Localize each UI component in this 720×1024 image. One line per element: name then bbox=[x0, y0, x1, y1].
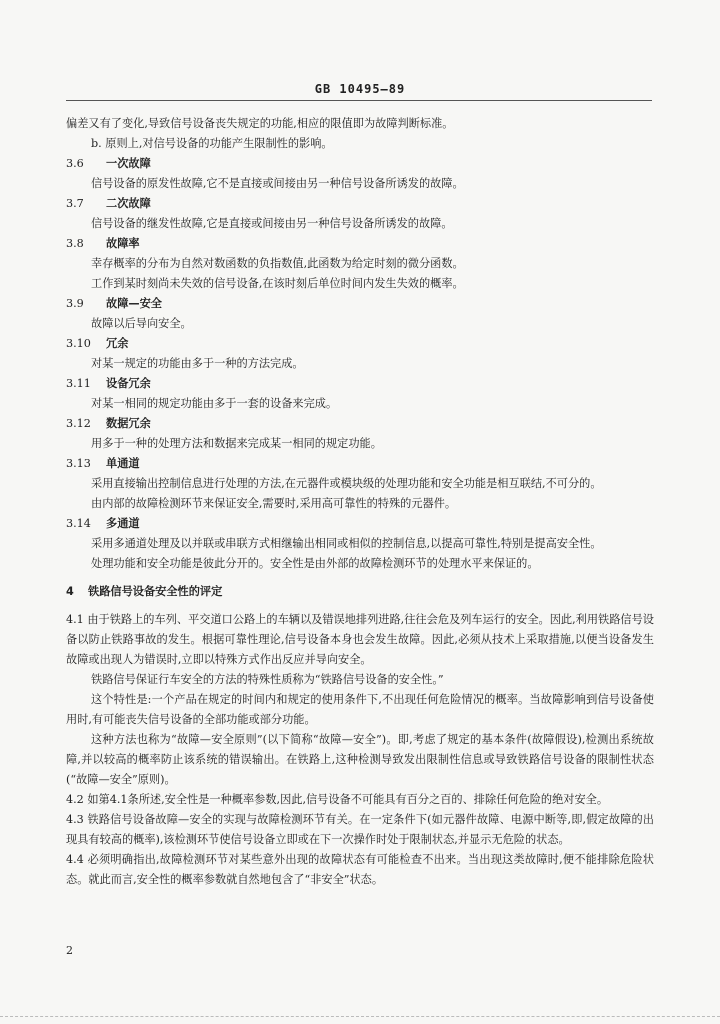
section-title: 单通道 bbox=[106, 457, 140, 470]
body-paragraph: 由内部的故障检测环节来保证安全,需要时,采用高可靠性的特殊的元器件。 bbox=[91, 497, 457, 510]
body-paragraph: 铁路信号保证行车安全的方法的特殊性质称为“铁路信号设备的安全性。” bbox=[91, 673, 444, 686]
scan-edge-line bbox=[0, 1016, 720, 1018]
section-heading bbox=[66, 234, 654, 254]
section-number: 3.6 bbox=[66, 157, 84, 170]
body-paragraph: 故障以后导向安全。 bbox=[91, 317, 192, 330]
body-paragraph: 用多于一种的处理方法和数据来完成某一相同的规定功能。 bbox=[91, 437, 382, 450]
document-body bbox=[66, 114, 654, 890]
body-paragraph: b. 原则上,对信号设备的功能产生限制性的影响。 bbox=[91, 137, 333, 150]
body-paragraph: 信号设备的原发性故障,它不是直接或间接由另一种信号设备所诱发的故障。 bbox=[91, 177, 464, 190]
body-paragraph: 4.3 铁路信号设备故障—安全的实现与故障检测环节有关。在一定条件下(如元器件故障、电源中断等,即,假定故障的出现具有较高的概率),该检测环节使信号设备立即或在下一次操作时处于限制状态,并显示无危险的状态。 bbox=[66, 813, 654, 846]
section-title: 二次故障 bbox=[106, 197, 151, 210]
section-number: 3.11 bbox=[66, 377, 91, 390]
section-number: 3.14 bbox=[66, 517, 91, 530]
section-title: 一次故障 bbox=[106, 157, 151, 170]
body-paragraph: 工作到某时刻尚未失效的信号设备,在该时刻后单位时间内发生失效的概率。 bbox=[91, 277, 464, 290]
body-paragraph: 信号设备的继发性故障,它是直接或间接由另一种信号设备所诱发的故障。 bbox=[91, 217, 453, 230]
body-paragraph: 偏差又有了变化,导致信号设备丧失规定的功能,相应的限值即为故障判断标准。 bbox=[66, 117, 454, 130]
section-heading bbox=[66, 294, 654, 314]
section-number: 3.10 bbox=[66, 337, 91, 350]
section-title: 数据冗余 bbox=[106, 417, 151, 430]
body-paragraph: 对某一规定的功能由多于一种的方法完成。 bbox=[91, 357, 304, 370]
section-number: 3.13 bbox=[66, 457, 91, 470]
standard-code-header: GB 10495—89 bbox=[314, 82, 406, 96]
section-number: 3.9 bbox=[66, 297, 84, 310]
body-paragraph: 4.4 必须明确指出,故障检测环节对某些意外出现的故障状态有可能检查不出来。当出现这类故障时,便不能排除危险状态。就此而言,安全性的概率参数就自然地包含了“非安全”状态。 bbox=[66, 853, 654, 886]
body-paragraph: 采用直接输出控制信息进行处理的方法,在元器件或模块级的处理功能和安全功能是相互联结,不可分的。 bbox=[91, 477, 602, 490]
section-heading bbox=[66, 374, 654, 394]
section-heading bbox=[66, 514, 654, 534]
section-number: 3.7 bbox=[66, 197, 84, 210]
section-number: 3.12 bbox=[66, 417, 91, 430]
section-heading bbox=[66, 154, 654, 174]
body-paragraph: 这个特性是:一个产品在规定的时间内和规定的使用条件下,不出现任何危险情况的概率。当故障影响到信号设备使用时,有可能丧失信号设备的全部功能或部分功能。 bbox=[66, 693, 654, 726]
section-title: 设备冗余 bbox=[106, 377, 151, 390]
body-paragraph: 对某一相同的规定功能由多于一套的设备来完成。 bbox=[91, 397, 338, 410]
section-title: 故障率 bbox=[106, 237, 140, 250]
section-heading bbox=[66, 454, 654, 474]
body-paragraph: 处理功能和安全功能是彼此分开的。安全性是由外部的故障检测环节的处理水平来保证的。 bbox=[91, 557, 539, 570]
body-paragraph: 这种方法也称为“故障—安全原则”(以下简称“故障—安全”)。即,考虑了规定的基本条件(故障假设),检测出系统故障,并以较高的概率防止该系统的错误输出。在铁路上,这种检测导致发出限制性信息或导致铁路信号设备的限制性状态(“故障—安全”原则)。 bbox=[66, 733, 654, 786]
chapter-number: 4 bbox=[66, 585, 74, 598]
section-heading bbox=[66, 194, 654, 214]
body-paragraph: 采用多通道处理及以并联或串联方式相继输出相同或相似的控制信息,以提高可靠性,特别是提高安全性。 bbox=[91, 537, 602, 550]
section-heading bbox=[66, 414, 654, 434]
header-rule bbox=[66, 100, 652, 101]
section-heading bbox=[66, 334, 654, 354]
chapter-heading bbox=[66, 582, 654, 602]
body-paragraph: 4.1 由于铁路上的车列、平交道口公路上的车辆以及错误地排列进路,往往会危及列车运行的安全。因此,利用铁路信号设备以防止铁路事故的发生。根据可靠性理论,信号设备本身也会发生故障。因此,必须从技术上采取措施,以便当设备发生故障或出现人为错误时,立即以特殊方式作出反应并导向安全。 bbox=[66, 613, 654, 666]
section-number: 3.8 bbox=[66, 237, 84, 250]
chapter-title: 铁路信号设备安全性的评定 bbox=[88, 585, 223, 598]
section-title: 多通道 bbox=[106, 517, 140, 530]
page-number: 2 bbox=[66, 944, 73, 957]
section-title: 故障—安全 bbox=[106, 297, 162, 310]
body-paragraph: 幸存概率的分布为自然对数函数的负指数值,此函数为给定时刻的微分函数。 bbox=[91, 257, 464, 270]
body-paragraph: 4.2 如第4.1条所述,安全性是一种概率参数,因此,信号设备不可能具有百分之百的、排除任何危险的绝对安全。 bbox=[66, 793, 609, 806]
section-title: 冗余 bbox=[106, 337, 129, 350]
